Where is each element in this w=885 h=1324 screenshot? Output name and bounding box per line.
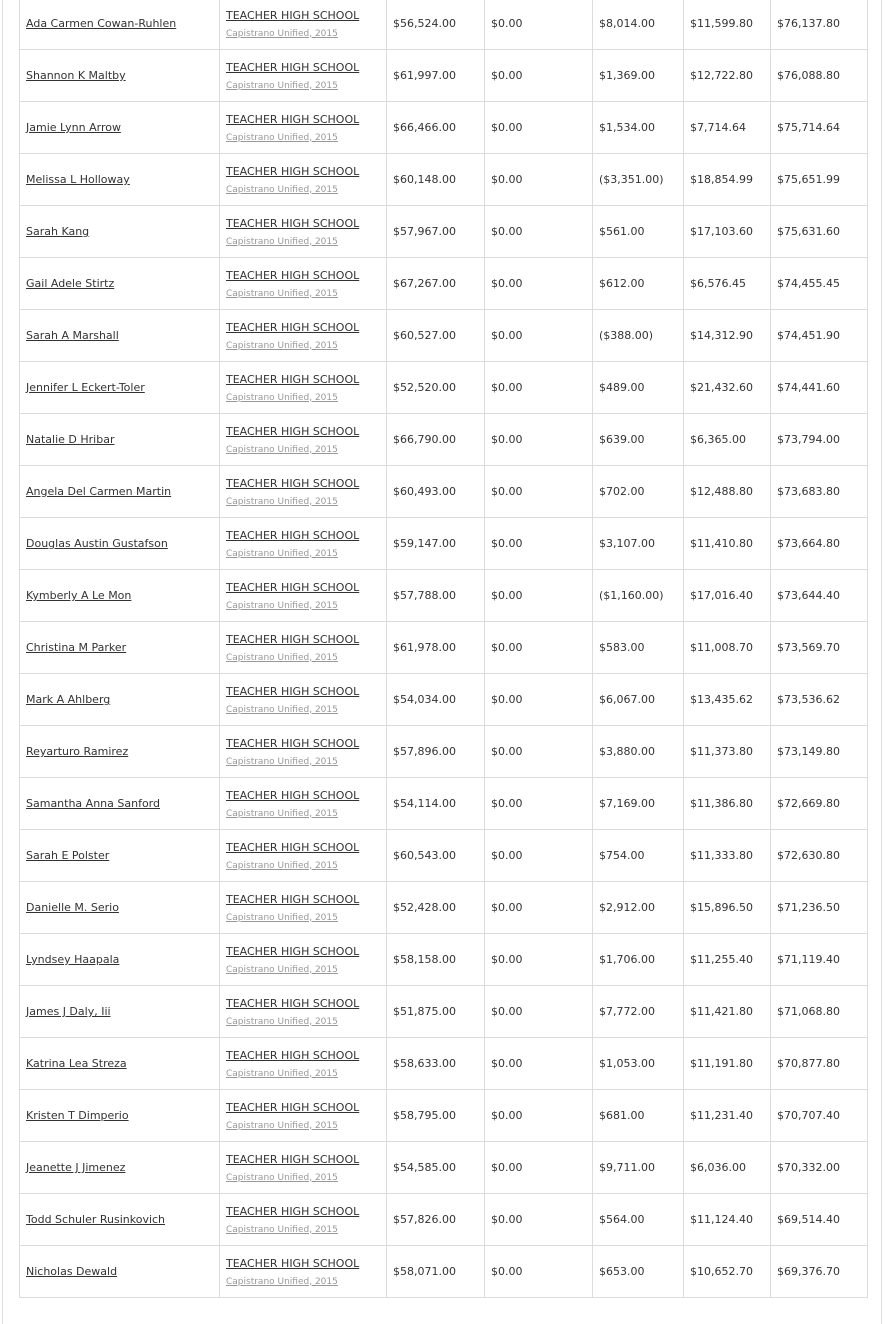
- table-row: [20, 0, 868, 50]
- employee-name-cell: [20, 1038, 220, 1090]
- benefits-cell: $11,124.40: [684, 1194, 771, 1246]
- overtime-pay-cell: $0.00: [485, 1194, 593, 1246]
- table-row: [20, 882, 868, 934]
- table-row: [20, 1038, 868, 1090]
- employee-name-cell: [20, 778, 220, 830]
- job-cell: [220, 882, 387, 934]
- total-pay-cell: $73,794.00: [771, 414, 868, 466]
- job-cell: [220, 1194, 387, 1246]
- agency-link[interactable]: Capistrano Unified, 2015: [226, 964, 338, 975]
- overtime-pay-cell: $0.00: [485, 1038, 593, 1090]
- other-pay-cell: $564.00: [593, 1194, 684, 1246]
- employee-name-cell: [20, 466, 220, 518]
- benefits-cell: $10,652.70: [684, 1246, 771, 1298]
- total-pay-cell: $72,669.80: [771, 778, 868, 830]
- job-title-link[interactable]: TEACHER HIGH SCHOOL: [226, 632, 360, 646]
- agency-link[interactable]: Capistrano Unified, 2015: [226, 496, 338, 507]
- benefits-cell: $11,231.40: [684, 1090, 771, 1142]
- employee-name-link[interactable]: Shannon K Maltby: [26, 69, 126, 82]
- table-row: [20, 50, 868, 102]
- regular-pay-cell: $60,493.00: [387, 466, 485, 518]
- job-cell: [220, 726, 387, 778]
- employee-name-cell: [20, 726, 220, 778]
- benefits-cell: $11,410.80: [684, 518, 771, 570]
- regular-pay-cell: $57,826.00: [387, 1194, 485, 1246]
- employee-name-link[interactable]: Danielle M. Serio: [26, 901, 119, 914]
- job-title-link[interactable]: TEACHER HIGH SCHOOL: [226, 60, 360, 74]
- regular-pay-cell: $56,524.00: [387, 0, 485, 50]
- job-cell: [220, 258, 387, 310]
- job-cell: [220, 466, 387, 518]
- job-title-link[interactable]: TEACHER HIGH SCHOOL: [226, 580, 360, 594]
- benefits-cell: $21,432.60: [684, 362, 771, 414]
- employee-name-cell: [20, 310, 220, 362]
- total-pay-cell: $70,707.40: [771, 1090, 868, 1142]
- table-row: [20, 206, 868, 258]
- benefits-cell: $11,373.80: [684, 726, 771, 778]
- regular-pay-cell: $57,967.00: [387, 206, 485, 258]
- employee-name-link[interactable]: Gail Adele Stirtz: [26, 277, 115, 290]
- table-row: [20, 518, 868, 570]
- table-row: [20, 830, 868, 882]
- job-cell: [220, 1090, 387, 1142]
- job-cell: [220, 1038, 387, 1090]
- benefits-cell: $17,016.40: [684, 570, 771, 622]
- regular-pay-cell: $58,158.00: [387, 934, 485, 986]
- table-row: [20, 726, 868, 778]
- table-row: [20, 154, 868, 206]
- benefits-cell: $11,421.80: [684, 986, 771, 1038]
- benefits-cell: $11,191.80: [684, 1038, 771, 1090]
- job-title-link[interactable]: TEACHER HIGH SCHOOL: [226, 944, 360, 958]
- agency-link[interactable]: Capistrano Unified, 2015: [226, 236, 338, 247]
- other-pay-cell: $9,711.00: [593, 1142, 684, 1194]
- employee-name-cell: [20, 102, 220, 154]
- table-row: [20, 1090, 868, 1142]
- table-row: [20, 570, 868, 622]
- overtime-pay-cell: $0.00: [485, 882, 593, 934]
- total-pay-cell: $71,119.40: [771, 934, 868, 986]
- employee-name-link[interactable]: Sarah Kang: [26, 225, 90, 238]
- total-pay-cell: $73,664.80: [771, 518, 868, 570]
- agency-link[interactable]: Capistrano Unified, 2015: [226, 1276, 338, 1287]
- agency-link[interactable]: Capistrano Unified, 2015: [226, 184, 338, 195]
- regular-pay-cell: $67,267.00: [387, 258, 485, 310]
- regular-pay-cell: $60,543.00: [387, 830, 485, 882]
- job-cell: [220, 622, 387, 674]
- total-pay-cell: $74,455.45: [771, 258, 868, 310]
- table-row: [20, 258, 868, 310]
- regular-pay-cell: $58,795.00: [387, 1090, 485, 1142]
- overtime-pay-cell: $0.00: [485, 50, 593, 102]
- job-title-link[interactable]: TEACHER HIGH SCHOOL: [226, 840, 360, 854]
- overtime-pay-cell: $0.00: [485, 518, 593, 570]
- regular-pay-cell: $66,790.00: [387, 414, 485, 466]
- regular-pay-cell: $57,896.00: [387, 726, 485, 778]
- job-title-link[interactable]: TEACHER HIGH SCHOOL: [226, 528, 360, 542]
- other-pay-cell: $6,067.00: [593, 674, 684, 726]
- overtime-pay-cell: $0.00: [485, 1246, 593, 1298]
- job-cell: [220, 1246, 387, 1298]
- agency-link[interactable]: Capistrano Unified, 2015: [226, 28, 338, 39]
- job-title-link[interactable]: TEACHER HIGH SCHOOL: [226, 268, 360, 282]
- regular-pay-cell: $54,034.00: [387, 674, 485, 726]
- overtime-pay-cell: $0.00: [485, 102, 593, 154]
- job-cell: [220, 986, 387, 1038]
- employee-name-cell: [20, 258, 220, 310]
- job-cell: [220, 362, 387, 414]
- table-row: [20, 466, 868, 518]
- other-pay-cell: $7,772.00: [593, 986, 684, 1038]
- regular-pay-cell: $61,997.00: [387, 50, 485, 102]
- other-pay-cell: $754.00: [593, 830, 684, 882]
- agency-link[interactable]: Capistrano Unified, 2015: [226, 1120, 338, 1131]
- table-row: [20, 674, 868, 726]
- total-pay-cell: $73,149.80: [771, 726, 868, 778]
- total-pay-cell: $70,877.80: [771, 1038, 868, 1090]
- total-pay-cell: $75,714.64: [771, 102, 868, 154]
- agency-link[interactable]: Capistrano Unified, 2015: [226, 756, 338, 767]
- overtime-pay-cell: $0.00: [485, 934, 593, 986]
- employee-name-cell: [20, 50, 220, 102]
- employee-name-link[interactable]: Jamie Lynn Arrow: [26, 121, 121, 134]
- other-pay-cell: $1,369.00: [593, 50, 684, 102]
- table-row: [20, 1246, 868, 1298]
- overtime-pay-cell: $0.00: [485, 310, 593, 362]
- employee-name-link[interactable]: Sarah A Marshall: [26, 329, 119, 342]
- other-pay-cell: $653.00: [593, 1246, 684, 1298]
- job-title-link[interactable]: TEACHER HIGH SCHOOL: [226, 1152, 360, 1166]
- employee-name-link[interactable]: Jennifer L Eckert-Toler: [26, 381, 145, 394]
- table-row: [20, 986, 868, 1038]
- total-pay-cell: $76,137.80: [771, 0, 868, 50]
- table-row: [20, 1194, 868, 1246]
- regular-pay-cell: $57,788.00: [387, 570, 485, 622]
- job-cell: [220, 414, 387, 466]
- employee-name-link[interactable]: Kymberly A Le Mon: [26, 589, 132, 602]
- employee-name-link[interactable]: Mark A Ahlberg: [26, 693, 111, 706]
- regular-pay-cell: $54,114.00: [387, 778, 485, 830]
- agency-link[interactable]: Capistrano Unified, 2015: [226, 1016, 338, 1027]
- benefits-cell: $6,036.00: [684, 1142, 771, 1194]
- overtime-pay-cell: $0.00: [485, 1142, 593, 1194]
- job-title-link[interactable]: TEACHER HIGH SCHOOL: [226, 216, 360, 230]
- total-pay-cell: $73,536.62: [771, 674, 868, 726]
- agency-link[interactable]: Capistrano Unified, 2015: [226, 808, 338, 819]
- other-pay-cell: $561.00: [593, 206, 684, 258]
- job-cell: [220, 1142, 387, 1194]
- other-pay-cell: $1,706.00: [593, 934, 684, 986]
- total-pay-cell: $70,332.00: [771, 1142, 868, 1194]
- job-title-link[interactable]: TEACHER HIGH SCHOOL: [226, 320, 360, 334]
- job-cell: [220, 102, 387, 154]
- employee-name-link[interactable]: Christina M Parker: [26, 641, 127, 654]
- employee-name-cell: [20, 362, 220, 414]
- employee-name-link[interactable]: Melissa L Holloway: [26, 173, 130, 186]
- total-pay-cell: $75,631.60: [771, 206, 868, 258]
- other-pay-cell: $7,169.00: [593, 778, 684, 830]
- job-title-link[interactable]: TEACHER HIGH SCHOOL: [226, 1048, 360, 1062]
- job-cell: [220, 206, 387, 258]
- employee-name-link[interactable]: Angela Del Carmen Martin: [26, 485, 172, 498]
- other-pay-cell: $583.00: [593, 622, 684, 674]
- regular-pay-cell: $52,520.00: [387, 362, 485, 414]
- table-row: [20, 1142, 868, 1194]
- employee-name-link[interactable]: Lyndsey Haapala: [26, 953, 120, 966]
- benefits-cell: $14,312.90: [684, 310, 771, 362]
- agency-link[interactable]: Capistrano Unified, 2015: [226, 548, 338, 559]
- employee-name-cell: [20, 1246, 220, 1298]
- total-pay-cell: $71,236.50: [771, 882, 868, 934]
- regular-pay-cell: $59,147.00: [387, 518, 485, 570]
- employee-name-cell: [20, 1194, 220, 1246]
- other-pay-cell: $2,912.00: [593, 882, 684, 934]
- job-title-link[interactable]: TEACHER HIGH SCHOOL: [226, 8, 360, 22]
- employee-name-link[interactable]: Katrina Lea Streza: [26, 1057, 127, 1070]
- agency-link[interactable]: Capistrano Unified, 2015: [226, 288, 338, 299]
- job-title-link[interactable]: TEACHER HIGH SCHOOL: [226, 112, 360, 126]
- regular-pay-cell: $58,071.00: [387, 1246, 485, 1298]
- benefits-cell: $6,365.00: [684, 414, 771, 466]
- agency-link[interactable]: Capistrano Unified, 2015: [226, 652, 338, 663]
- agency-link[interactable]: Capistrano Unified, 2015: [226, 132, 338, 143]
- job-title-link[interactable]: TEACHER HIGH SCHOOL: [226, 476, 360, 490]
- regular-pay-cell: $60,527.00: [387, 310, 485, 362]
- employee-name-cell: [20, 414, 220, 466]
- benefits-cell: $7,714.64: [684, 102, 771, 154]
- job-cell: [220, 50, 387, 102]
- benefits-cell: $11,386.80: [684, 778, 771, 830]
- agency-link[interactable]: Capistrano Unified, 2015: [226, 912, 338, 923]
- total-pay-cell: $75,651.99: [771, 154, 868, 206]
- employee-name-link[interactable]: Jeanette J Jimenez: [26, 1161, 126, 1174]
- benefits-cell: $6,576.45: [684, 258, 771, 310]
- overtime-pay-cell: $0.00: [485, 986, 593, 1038]
- job-cell: [220, 518, 387, 570]
- overtime-pay-cell: $0.00: [485, 154, 593, 206]
- regular-pay-cell: $51,875.00: [387, 986, 485, 1038]
- overtime-pay-cell: $0.00: [485, 258, 593, 310]
- agency-link[interactable]: Capistrano Unified, 2015: [226, 1068, 338, 1079]
- other-pay-cell: $1,534.00: [593, 102, 684, 154]
- agency-link[interactable]: Capistrano Unified, 2015: [226, 1224, 338, 1235]
- other-pay-cell: $702.00: [593, 466, 684, 518]
- job-title-link[interactable]: TEACHER HIGH SCHOOL: [226, 736, 360, 750]
- overtime-pay-cell: $0.00: [485, 726, 593, 778]
- other-pay-cell: $681.00: [593, 1090, 684, 1142]
- employee-name-cell: [20, 206, 220, 258]
- total-pay-cell: $76,088.80: [771, 50, 868, 102]
- job-cell: [220, 934, 387, 986]
- job-cell: [220, 0, 387, 50]
- overtime-pay-cell: $0.00: [485, 362, 593, 414]
- total-pay-cell: $71,068.80: [771, 986, 868, 1038]
- agency-link[interactable]: Capistrano Unified, 2015: [226, 860, 338, 871]
- employee-name-link[interactable]: Kristen T Dimperio: [26, 1109, 129, 1122]
- employee-name-cell: [20, 986, 220, 1038]
- benefits-cell: $11,599.80: [684, 0, 771, 50]
- table-row: [20, 778, 868, 830]
- regular-pay-cell: $60,148.00: [387, 154, 485, 206]
- total-pay-cell: $73,644.40: [771, 570, 868, 622]
- agency-link[interactable]: Capistrano Unified, 2015: [226, 340, 338, 351]
- job-title-link[interactable]: TEACHER HIGH SCHOOL: [226, 788, 360, 802]
- agency-link[interactable]: Capistrano Unified, 2015: [226, 704, 338, 715]
- total-pay-cell: $74,441.60: [771, 362, 868, 414]
- benefits-cell: $12,722.80: [684, 50, 771, 102]
- overtime-pay-cell: $0.00: [485, 466, 593, 518]
- table-body: [20, 0, 868, 1298]
- job-title-link[interactable]: TEACHER HIGH SCHOOL: [226, 1204, 360, 1218]
- job-cell: [220, 310, 387, 362]
- employee-name-link[interactable]: Ada Carmen Cowan-Ruhlen: [26, 17, 177, 30]
- employee-name-cell: [20, 674, 220, 726]
- other-pay-cell: ($388.00): [593, 310, 684, 362]
- job-cell: [220, 570, 387, 622]
- other-pay-cell: ($1,160.00): [593, 570, 684, 622]
- overtime-pay-cell: $0.00: [485, 414, 593, 466]
- table-row: [20, 102, 868, 154]
- employee-name-cell: [20, 934, 220, 986]
- employee-name-link[interactable]: Sarah E Polster: [26, 849, 110, 862]
- employee-name-link[interactable]: Natalie D Hribar: [26, 433, 115, 446]
- employee-name-cell: [20, 154, 220, 206]
- table-row: [20, 414, 868, 466]
- benefits-cell: $13,435.62: [684, 674, 771, 726]
- other-pay-cell: $8,014.00: [593, 0, 684, 50]
- employee-name-link[interactable]: Samantha Anna Sanford: [26, 797, 160, 810]
- total-pay-cell: $72,630.80: [771, 830, 868, 882]
- regular-pay-cell: $66,466.00: [387, 102, 485, 154]
- agency-link[interactable]: Capistrano Unified, 2015: [226, 80, 338, 91]
- job-title-link[interactable]: TEACHER HIGH SCHOOL: [226, 424, 360, 438]
- job-title-link[interactable]: TEACHER HIGH SCHOOL: [226, 684, 360, 698]
- agency-link[interactable]: Capistrano Unified, 2015: [226, 444, 338, 455]
- benefits-cell: $17,103.60: [684, 206, 771, 258]
- regular-pay-cell: $58,633.00: [387, 1038, 485, 1090]
- total-pay-cell: $73,683.80: [771, 466, 868, 518]
- agency-link[interactable]: Capistrano Unified, 2015: [226, 600, 338, 611]
- employee-name-link[interactable]: James J Daly, Iii: [26, 1005, 111, 1018]
- total-pay-cell: $69,376.70: [771, 1246, 868, 1298]
- regular-pay-cell: $52,428.00: [387, 882, 485, 934]
- employee-name-link[interactable]: Douglas Austin Gustafson: [26, 537, 168, 550]
- overtime-pay-cell: $0.00: [485, 570, 593, 622]
- other-pay-cell: $1,053.00: [593, 1038, 684, 1090]
- benefits-cell: $12,488.80: [684, 466, 771, 518]
- overtime-pay-cell: $0.00: [485, 622, 593, 674]
- other-pay-cell: $489.00: [593, 362, 684, 414]
- job-cell: [220, 674, 387, 726]
- employee-name-cell: [20, 1142, 220, 1194]
- benefits-cell: $11,008.70: [684, 622, 771, 674]
- job-title-link[interactable]: TEACHER HIGH SCHOOL: [226, 164, 360, 178]
- benefits-cell: $15,896.50: [684, 882, 771, 934]
- overtime-pay-cell: $0.00: [485, 674, 593, 726]
- job-cell: [220, 830, 387, 882]
- total-pay-cell: $69,514.40: [771, 1194, 868, 1246]
- employee-name-cell: [20, 830, 220, 882]
- employee-name-cell: [20, 518, 220, 570]
- employee-name-cell: [20, 882, 220, 934]
- table-row: [20, 934, 868, 986]
- employee-name-link[interactable]: Todd Schuler Rusinkovich: [26, 1213, 166, 1226]
- job-cell: [220, 778, 387, 830]
- employee-name-cell: [20, 570, 220, 622]
- overtime-pay-cell: $0.00: [485, 206, 593, 258]
- benefits-cell: $11,255.40: [684, 934, 771, 986]
- benefits-cell: $11,333.80: [684, 830, 771, 882]
- other-pay-cell: $3,880.00: [593, 726, 684, 778]
- table-row: [20, 622, 868, 674]
- job-title-link[interactable]: TEACHER HIGH SCHOOL: [226, 372, 360, 386]
- total-pay-cell: $73,569.70: [771, 622, 868, 674]
- employee-name-cell: [20, 0, 220, 50]
- table-row: [20, 362, 868, 414]
- total-pay-cell: $74,451.90: [771, 310, 868, 362]
- overtime-pay-cell: $0.00: [485, 0, 593, 50]
- benefits-cell: $18,854.99: [684, 154, 771, 206]
- agency-link[interactable]: Capistrano Unified, 2015: [226, 1172, 338, 1183]
- job-cell: [220, 154, 387, 206]
- regular-pay-cell: $61,978.00: [387, 622, 485, 674]
- salary-table: [19, 0, 868, 1298]
- overtime-pay-cell: $0.00: [485, 830, 593, 882]
- other-pay-cell: $612.00: [593, 258, 684, 310]
- employee-name-cell: [20, 1090, 220, 1142]
- employee-name-cell: [20, 622, 220, 674]
- employee-name-link[interactable]: Reyarturo Ramirez: [26, 745, 129, 758]
- regular-pay-cell: $54,585.00: [387, 1142, 485, 1194]
- job-title-link[interactable]: TEACHER HIGH SCHOOL: [226, 1100, 360, 1114]
- job-title-link[interactable]: TEACHER HIGH SCHOOL: [226, 1256, 360, 1270]
- other-pay-cell: ($3,351.00): [593, 154, 684, 206]
- job-title-link[interactable]: TEACHER HIGH SCHOOL: [226, 996, 360, 1010]
- overtime-pay-cell: $0.00: [485, 1090, 593, 1142]
- job-title-link[interactable]: TEACHER HIGH SCHOOL: [226, 892, 360, 906]
- other-pay-cell: $3,107.00: [593, 518, 684, 570]
- overtime-pay-cell: $0.00: [485, 778, 593, 830]
- agency-link[interactable]: Capistrano Unified, 2015: [226, 392, 338, 403]
- other-pay-cell: $639.00: [593, 414, 684, 466]
- employee-name-link[interactable]: Nicholas Dewald: [26, 1265, 118, 1278]
- table-row: [20, 310, 868, 362]
